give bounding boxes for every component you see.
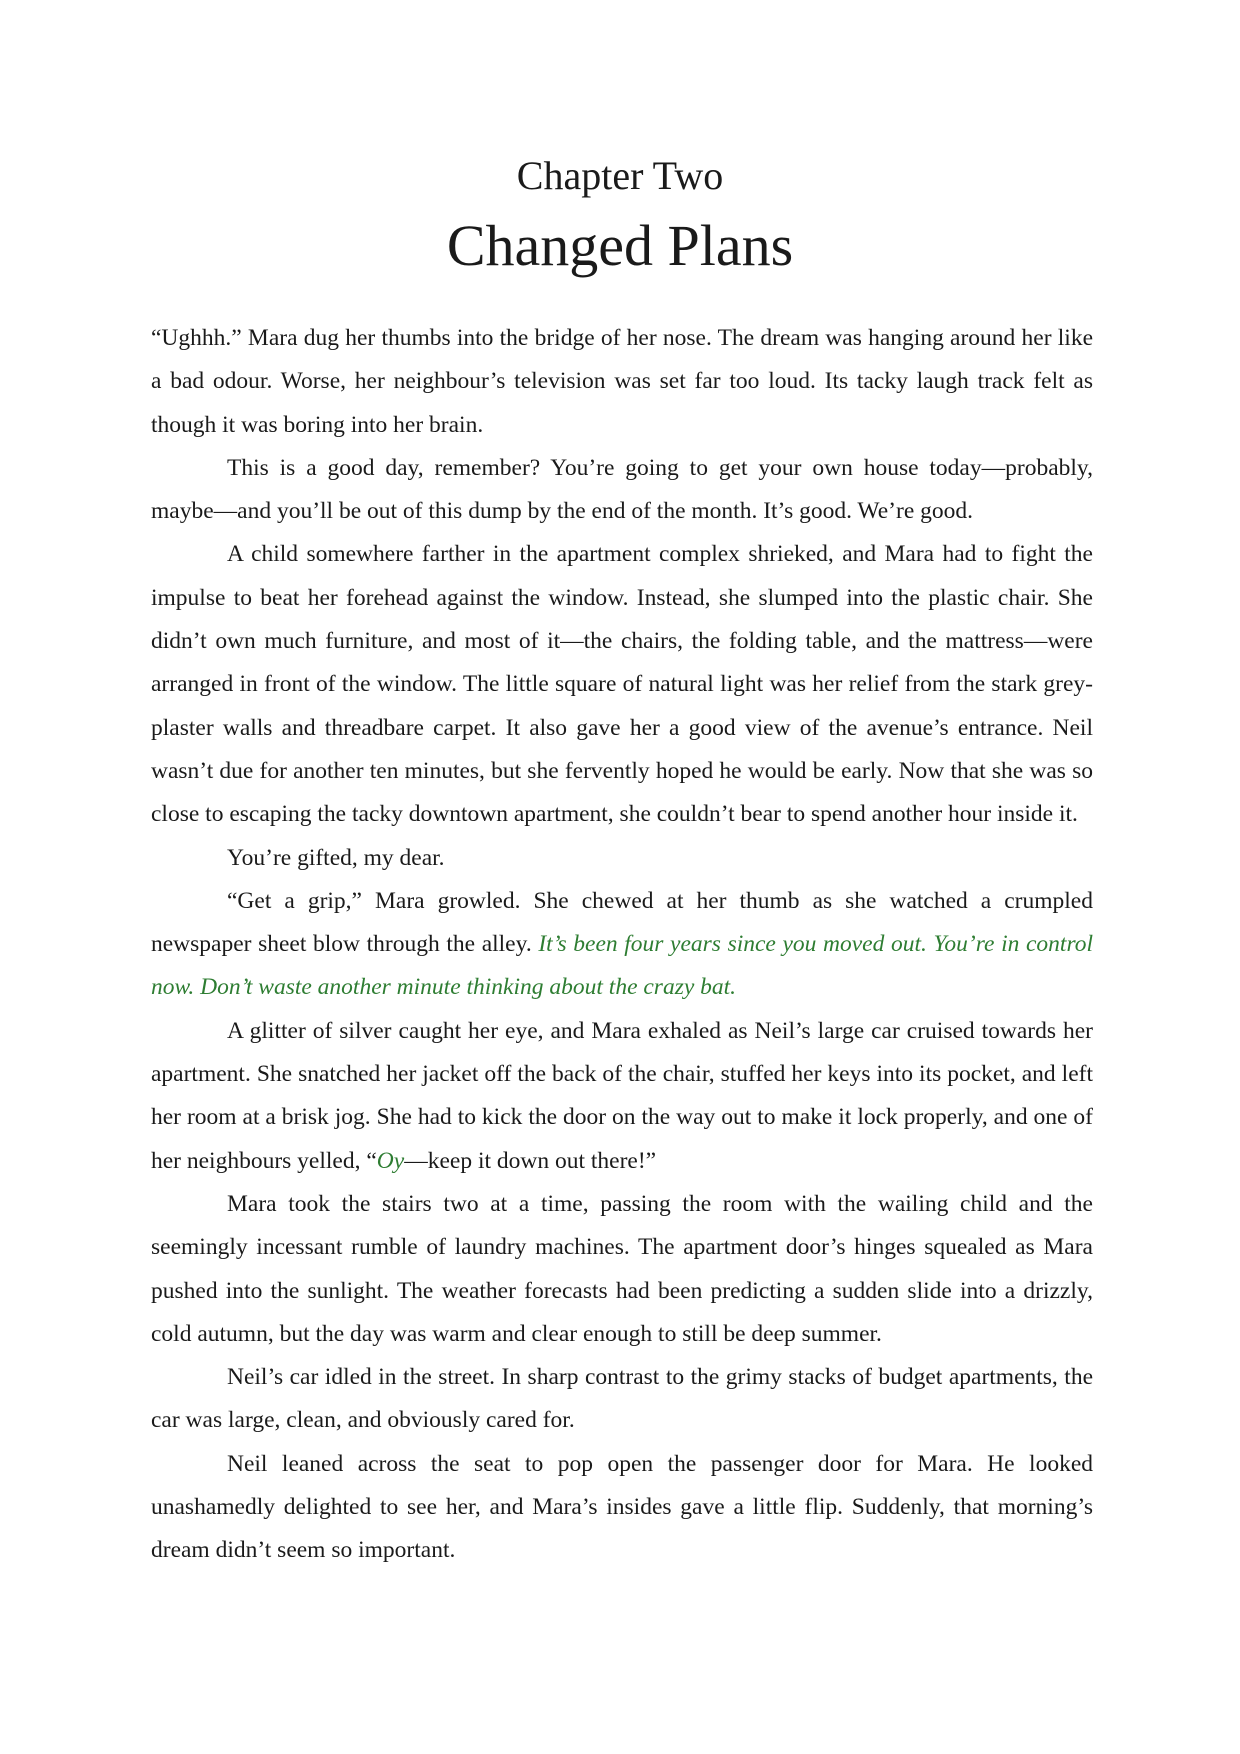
paragraph-6 bbox=[151, 1010, 1093, 1183]
paragraph-6-text-end: —keep it down out there!” bbox=[404, 1147, 657, 1174]
paragraph-8: Neil’s car idled in the street. In sharp contrast to the grimy stacks of budget apartments, the car was large, clean, and obviously cared for. bbox=[151, 1364, 1093, 1434]
paragraph-2: This is a good day, remember? You’re going to get your own house today—probably, maybe—and you’ll be out of this dump by the end of the month. It’s good. We’re good. bbox=[151, 454, 1093, 525]
chapter-number: Chapter Two bbox=[516, 153, 724, 198]
paragraph-9: Neil leaned across the seat to pop open the passenger door for Mara. He looked unashamedly delighted to see her, and Mara’s insides gave a little flip. Suddenly, that morning’s dream didn’t seem so important. bbox=[151, 1450, 1093, 1564]
paragraph-1: “Ughhh.” Mara dug her thumbs into the bridge of her nose. The dream was hanging around her like a bad odour. Worse, her neighbour’s television was set far too loud. Its tacky laugh track felt as though it was boring into her brain. bbox=[151, 325, 1093, 438]
paragraph-4: You’re gifted, my dear. bbox=[227, 844, 445, 871]
emphasized-word: Oy bbox=[376, 1147, 405, 1174]
paragraph-7: Mara took the stairs two at a time, passing the room with the wailing child and the seemingly incessant rumble of laundry machines. The apartment door’s hinges squealed as Mara pushed into the sunlight. The weather forecasts had been predicting a sudden slide into a drizzly, cold autumn, but the day was warm and clear enough to still be deep summer. bbox=[151, 1190, 1093, 1347]
paragraph-5 bbox=[151, 880, 1093, 1010]
chapter-title: Changed Plans bbox=[446, 213, 794, 278]
inner-thought: It’s been four years since you moved out. You’re in control now. Don’t waste another minute thinking about the crazy bat. bbox=[151, 931, 1093, 1001]
paragraph-3: A child somewhere farther in the apartment complex shrieked, and Mara had to fight the impulse to beat her forehead against the window. Instead, she slumped into the plastic chair. She didn’t own much furniture, and most of it—the chairs, the folding table, and the mattress—were arranged in front of the window. The little square of natural light was her relief from the stark grey-plaster walls and threadbare carpet. It also gave her a good view of the avenue’s entrance. Neil wasn’t due for another ten minutes, but she fervently hoped he would be early. Now that she was so close to escaping the tacky downtown apartment, she couldn’t bear to spend another hour inside it. bbox=[151, 541, 1093, 828]
chapter-body bbox=[151, 317, 1093, 1573]
paragraph-6-text: A glitter of silver caught her eye, and Mara exhaled as Neil’s large car cruised towards her apartment. She snatched her jacket off the back of the chair, stuffed her keys into its pocket, and left her room at a brisk jog. She had to kick the door on the way out to make it lock properly, and one of her neighbours yelled, “ bbox=[151, 1017, 1093, 1174]
paragraph-5-text: “Get a grip,” Mara growled. She chewed at her thumb as she watched a crumpled newspaper sheet blow through the alley. bbox=[151, 887, 1093, 958]
